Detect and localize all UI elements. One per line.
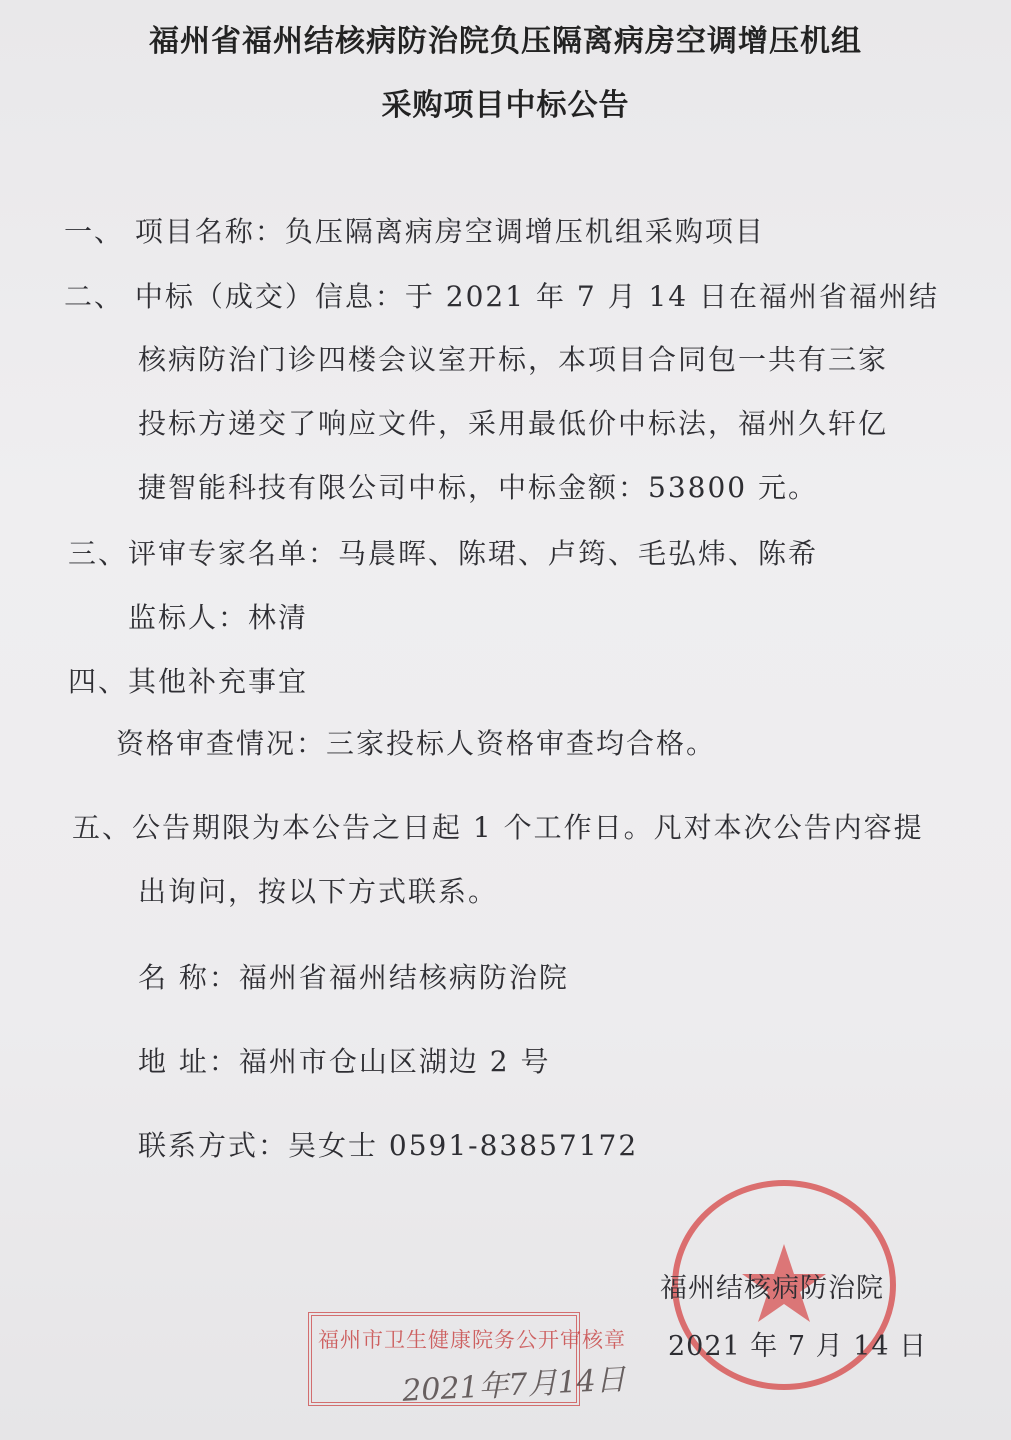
contact-name: 名 称：福州省福州结核病防治院	[138, 961, 569, 994]
section-2-line-1: 二、 中标（成交）信息：于 2021 年 7 月 14 日在福州省福州结	[64, 280, 940, 313]
contact-address: 地 址：福州市仓山区湖边 2 号	[138, 1045, 551, 1078]
signature-date: 2021 年 7 月 14 日	[668, 1331, 928, 1362]
review-rect-stamp	[308, 1312, 627, 1409]
section-3-experts: 三、评审专家名单：马晨晖、陈珺、卢筠、毛弘炜、陈希	[68, 537, 819, 570]
section-3-supervisor: 监标人：林清	[128, 601, 309, 634]
section-5-line-1: 五、公告期限为本公告之日起 1 个工作日。凡对本次公告内容提	[72, 811, 924, 844]
section-2-line-4: 捷智能科技有限公司中标，中标金额：53800 元。	[138, 471, 818, 504]
section-4-heading: 四、其他补充事宜	[68, 665, 309, 698]
review-stamp-text: 福州市卫生健康院务公开审核章	[318, 1328, 626, 1352]
section-2-line-2: 核病防治门诊四楼会议室开标，本项目合同包一共有三家	[138, 343, 889, 376]
section-2-line-3: 投标方递交了响应文件，采用最低价中标法，福州久轩亿	[138, 407, 889, 440]
contact-phone: 联系方式：吴女士 0591-83857172	[138, 1129, 639, 1162]
section-4-qualification: 资格审查情况：三家投标人资格审查均合格。	[116, 727, 717, 760]
handwritten-date: 2021年7月14日	[401, 1362, 627, 1409]
section-5-line-2: 出询问，按以下方式联系。	[138, 875, 499, 908]
signature-organization: 福州结核病防治院	[660, 1273, 884, 1304]
document-title-line2: 采购项目中标公告	[381, 88, 630, 123]
section-1-project-name: 一、 项目名称：负压隔离病房空调增压机组采购项目	[64, 215, 765, 248]
document-title-line1: 福州省福州结核病防治院负压隔离病房空调增压机组	[149, 24, 862, 59]
